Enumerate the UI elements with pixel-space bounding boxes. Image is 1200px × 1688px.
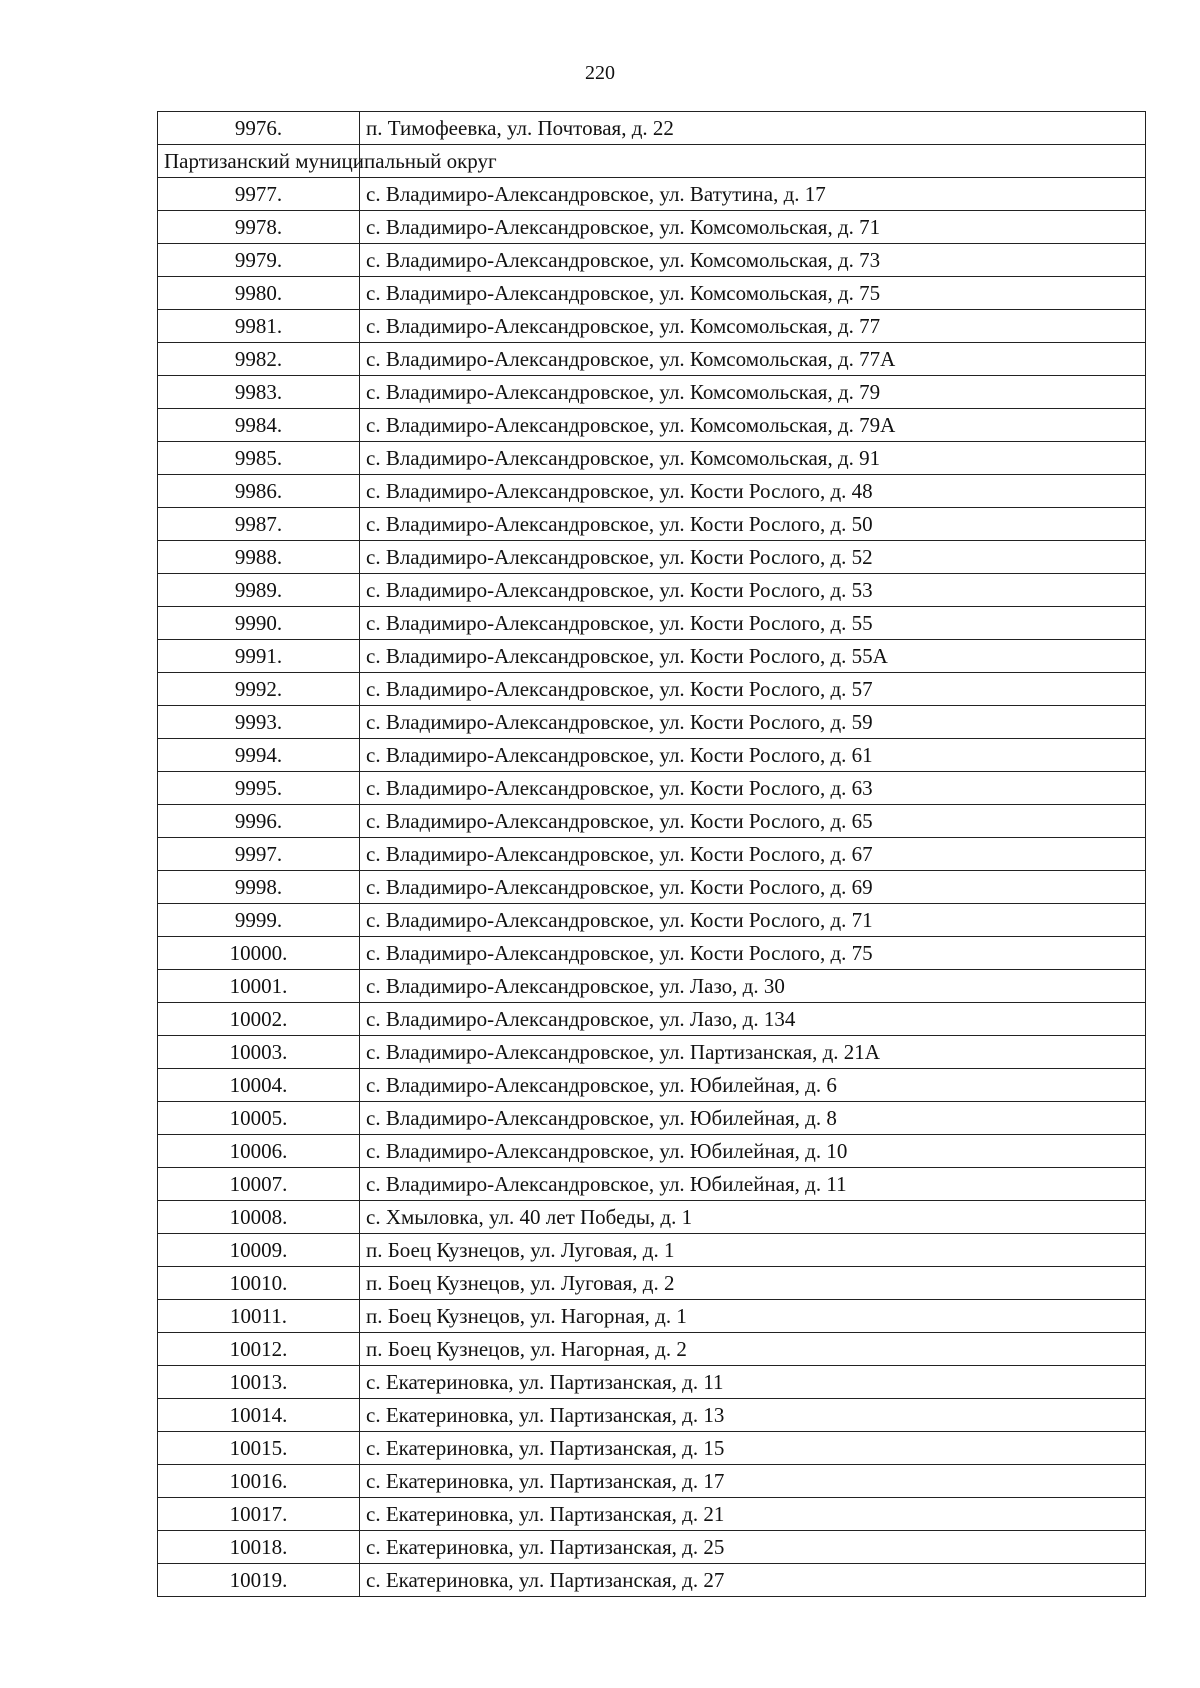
row-address: с. Екатериновка, ул. Партизанская, д. 21 <box>360 1498 1146 1531</box>
table-row <box>158 673 1146 706</box>
page-number: 220 <box>585 62 615 84</box>
table-row <box>158 1399 1146 1432</box>
table-body <box>158 112 1146 1597</box>
row-address: с. Екатериновка, ул. Партизанская, д. 27 <box>360 1564 1146 1597</box>
row-address: с. Владимиро-Александровское, ул. Кости Рослого, д. 75 <box>360 937 1146 970</box>
table-row <box>158 1432 1146 1465</box>
table-row <box>158 211 1146 244</box>
row-number: 10013. <box>158 1366 360 1399</box>
row-address: с. Владимиро-Александровское, ул. Юбилейная, д. 6 <box>360 1069 1146 1102</box>
row-number: 9995. <box>158 772 360 805</box>
table-row <box>158 1300 1146 1333</box>
table-row <box>158 277 1146 310</box>
row-number: 10010. <box>158 1267 360 1300</box>
table-row <box>158 937 1146 970</box>
table-row <box>158 1135 1146 1168</box>
row-number: 10019. <box>158 1564 360 1597</box>
row-address: с. Владимиро-Александровское, ул. Кости Рослого, д. 53 <box>360 574 1146 607</box>
row-address: с. Владимиро-Александровское, ул. Комсомольская, д. 79А <box>360 409 1146 442</box>
table-row <box>158 178 1146 211</box>
table-row <box>158 409 1146 442</box>
row-number: 9990. <box>158 607 360 640</box>
row-number: 9986. <box>158 475 360 508</box>
table-row <box>158 1366 1146 1399</box>
table-row <box>158 574 1146 607</box>
table-row <box>158 1036 1146 1069</box>
row-number: 9998. <box>158 871 360 904</box>
row-number: 10004. <box>158 1069 360 1102</box>
table-row <box>158 1531 1146 1564</box>
row-number: 9994. <box>158 739 360 772</box>
row-number: 10011. <box>158 1300 360 1333</box>
row-address: с. Владимиро-Александровское, ул. Кости Рослого, д. 61 <box>360 739 1146 772</box>
table-row <box>158 1003 1146 1036</box>
table-row <box>158 508 1146 541</box>
row-number: 10002. <box>158 1003 360 1036</box>
row-number: 10005. <box>158 1102 360 1135</box>
row-address: с. Владимиро-Александровское, ул. Юбилейная, д. 11 <box>360 1168 1146 1201</box>
row-number: 10016. <box>158 1465 360 1498</box>
row-number: 9996. <box>158 805 360 838</box>
row-address: с. Владимиро-Александровское, ул. Комсомольская, д. 77 <box>360 310 1146 343</box>
row-address: с. Владимиро-Александровское, ул. Кости Рослого, д. 67 <box>360 838 1146 871</box>
row-number: 9988. <box>158 541 360 574</box>
row-address: с. Владимиро-Александровское, ул. Кости Рослого, д. 48 <box>360 475 1146 508</box>
row-address: п. Боец Кузнецов, ул. Нагорная, д. 2 <box>360 1333 1146 1366</box>
row-address: с. Владимиро-Александровское, ул. Комсомольская, д. 79 <box>360 376 1146 409</box>
table-row <box>158 607 1146 640</box>
row-number: 10008. <box>158 1201 360 1234</box>
row-number: 10000. <box>158 937 360 970</box>
row-address: с. Владимиро-Александровское, ул. Кости Рослого, д. 55А <box>360 640 1146 673</box>
table-row <box>158 442 1146 475</box>
table-row <box>158 871 1146 904</box>
row-address: с. Владимиро-Александровское, ул. Лазо, д. 30 <box>360 970 1146 1003</box>
row-number: 9999. <box>158 904 360 937</box>
row-number: 9985. <box>158 442 360 475</box>
row-number: 9983. <box>158 376 360 409</box>
table-row <box>158 541 1146 574</box>
table-row <box>158 1168 1146 1201</box>
row-number: 9978. <box>158 211 360 244</box>
row-number: 10018. <box>158 1531 360 1564</box>
row-address: с. Владимиро-Александровское, ул. Комсомольская, д. 75 <box>360 277 1146 310</box>
row-address: с. Владимиро-Александровское, ул. Партизанская, д. 21А <box>360 1036 1146 1069</box>
table-row <box>158 970 1146 1003</box>
table-row <box>158 1234 1146 1267</box>
row-number: 10012. <box>158 1333 360 1366</box>
row-address: п. Боец Кузнецов, ул. Нагорная, д. 1 <box>360 1300 1146 1333</box>
row-address: с. Владимиро-Александровское, ул. Кости Рослого, д. 50 <box>360 508 1146 541</box>
table-row <box>158 1333 1146 1366</box>
row-number: 9977. <box>158 178 360 211</box>
row-number: 9987. <box>158 508 360 541</box>
table-row <box>158 112 1146 145</box>
row-address: с. Владимиро-Александровское, ул. Комсомольская, д. 71 <box>360 211 1146 244</box>
district-header-row <box>158 145 1146 178</box>
row-address: с. Владимиро-Александровское, ул. Кости Рослого, д. 57 <box>360 673 1146 706</box>
row-address: с. Владимиро-Александровское, ул. Комсомольская, д. 73 <box>360 244 1146 277</box>
row-address: с. Екатериновка, ул. Партизанская, д. 25 <box>360 1531 1146 1564</box>
row-address: с. Владимиро-Александровское, ул. Кости Рослого, д. 69 <box>360 871 1146 904</box>
row-address: с. Владимиро-Александровское, ул. Ватутина, д. 17 <box>360 178 1146 211</box>
row-address: с. Владимиро-Александровское, ул. Кости Рослого, д. 59 <box>360 706 1146 739</box>
row-address: п. Боец Кузнецов, ул. Луговая, д. 1 <box>360 1234 1146 1267</box>
district-label: Партизанский муниципальный округ <box>158 145 360 178</box>
row-address: с. Хмыловка, ул. 40 лет Победы, д. 1 <box>360 1201 1146 1234</box>
row-number: 9979. <box>158 244 360 277</box>
row-number: 9991. <box>158 640 360 673</box>
row-address: с. Владимиро-Александровское, ул. Кости Рослого, д. 63 <box>360 772 1146 805</box>
row-address: п. Боец Кузнецов, ул. Луговая, д. 2 <box>360 1267 1146 1300</box>
row-number: 10003. <box>158 1036 360 1069</box>
row-number: 10007. <box>158 1168 360 1201</box>
row-address: с. Владимиро-Александровское, ул. Лазо, д. 134 <box>360 1003 1146 1036</box>
table-row <box>158 805 1146 838</box>
table-row <box>158 772 1146 805</box>
row-number: 9997. <box>158 838 360 871</box>
table-row <box>158 706 1146 739</box>
table-row <box>158 838 1146 871</box>
row-address: с. Владимиро-Александровское, ул. Комсомольская, д. 91 <box>360 442 1146 475</box>
address-table <box>157 111 1146 1597</box>
row-address: с. Владимиро-Александровское, ул. Кости Рослого, д. 55 <box>360 607 1146 640</box>
row-number: 10001. <box>158 970 360 1003</box>
row-number: 10014. <box>158 1399 360 1432</box>
table-row <box>158 1564 1146 1597</box>
row-address: с. Екатериновка, ул. Партизанская, д. 17 <box>360 1465 1146 1498</box>
table-row <box>158 376 1146 409</box>
row-address: с. Екатериновка, ул. Партизанская, д. 11 <box>360 1366 1146 1399</box>
row-address: с. Владимиро-Александровское, ул. Кости Рослого, д. 65 <box>360 805 1146 838</box>
row-address: п. Тимофеевка, ул. Почтовая, д. 22 <box>360 112 1146 145</box>
table-row <box>158 310 1146 343</box>
table-row <box>158 244 1146 277</box>
table-row <box>158 640 1146 673</box>
row-number: 9982. <box>158 343 360 376</box>
row-number: 10017. <box>158 1498 360 1531</box>
row-address: с. Владимиро-Александровское, ул. Кости Рослого, д. 71 <box>360 904 1146 937</box>
row-number: 10006. <box>158 1135 360 1168</box>
table-row <box>158 904 1146 937</box>
table-row <box>158 1267 1146 1300</box>
table-row <box>158 343 1146 376</box>
row-address: с. Владимиро-Александровское, ул. Юбилейная, д. 10 <box>360 1135 1146 1168</box>
table-row <box>158 1102 1146 1135</box>
table-row <box>158 1069 1146 1102</box>
table-row <box>158 475 1146 508</box>
row-number: 9992. <box>158 673 360 706</box>
row-number: 9993. <box>158 706 360 739</box>
row-address: с. Владимиро-Александровское, ул. Юбилейная, д. 8 <box>360 1102 1146 1135</box>
row-number: 9989. <box>158 574 360 607</box>
row-number: 9980. <box>158 277 360 310</box>
row-address: с. Екатериновка, ул. Партизанская, д. 13 <box>360 1399 1146 1432</box>
table-row <box>158 1201 1146 1234</box>
row-number: 9984. <box>158 409 360 442</box>
table-row <box>158 1465 1146 1498</box>
row-number: 9976. <box>158 112 360 145</box>
row-number: 10009. <box>158 1234 360 1267</box>
row-number: 10015. <box>158 1432 360 1465</box>
row-address: с. Владимиро-Александровское, ул. Кости Рослого, д. 52 <box>360 541 1146 574</box>
row-address: с. Екатериновка, ул. Партизанская, д. 15 <box>360 1432 1146 1465</box>
row-address: с. Владимиро-Александровское, ул. Комсомольская, д. 77А <box>360 343 1146 376</box>
table-row <box>158 1498 1146 1531</box>
row-number: 9981. <box>158 310 360 343</box>
table-row <box>158 739 1146 772</box>
